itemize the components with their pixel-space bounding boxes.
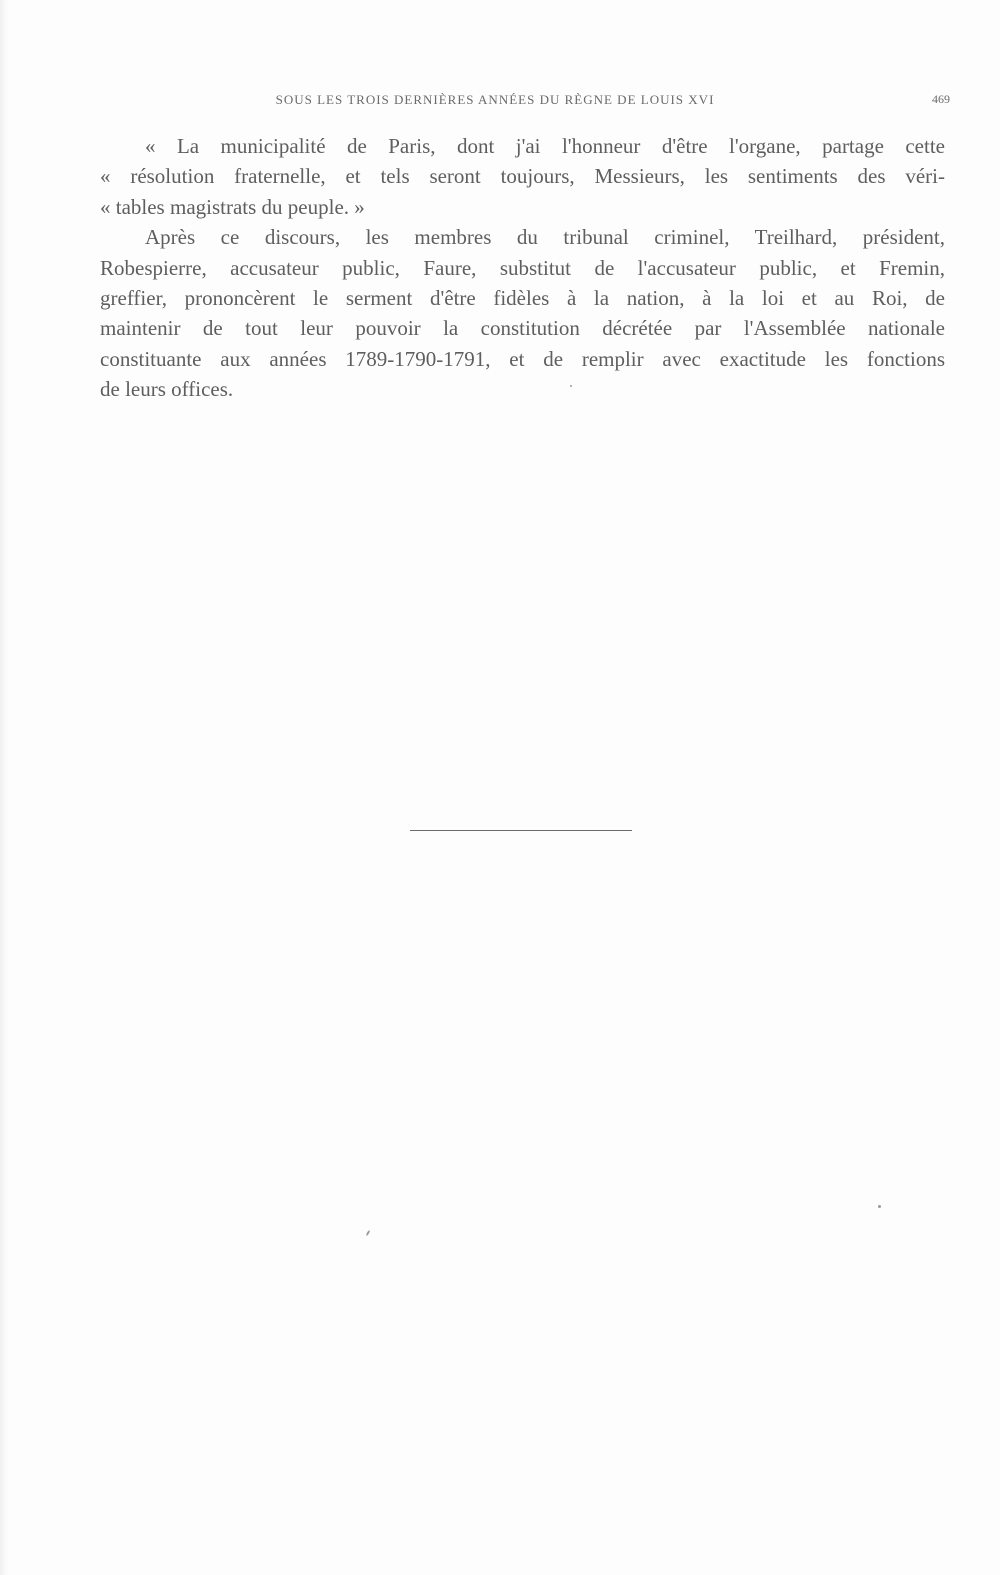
text-line: de leurs offices. <box>100 377 234 402</box>
running-title: SOUS LES TROIS DERNIÈRES ANNÉES DU RÈGNE DE LOUIS XVI <box>275 92 715 107</box>
body-text <box>100 131 945 405</box>
text-line: constituante aux années 1789-1790-1791, et de remplir avec exactitude les fonctions <box>100 346 945 371</box>
text-line: greffier, prononcèrent le serment d'être fidèles à la nation, à la loi et au Roi, de <box>100 285 945 310</box>
paper-speck <box>570 385 572 387</box>
section-end-rule <box>410 830 632 831</box>
text-line: « La municipalité de Paris, dont j'ai l'honneur d'être l'organe, partage cette <box>145 134 945 158</box>
page-edge-shadow <box>0 0 8 1575</box>
paper-speck <box>366 1230 371 1236</box>
paper-speck <box>878 1205 881 1208</box>
text-line: « résolution fraternelle, et tels seront toujours, Messieurs, les sentiments des véri- <box>100 164 945 189</box>
text-line: Après ce discours, les membres du tribunal criminel, Treilhard, président, <box>145 225 945 250</box>
text-line: maintenir de tout leur pouvoir la constitution décrétée par l'Assemblée nationale <box>100 316 945 341</box>
page-number: 469 <box>932 92 950 106</box>
text-line: « tables magistrats du peuple. » <box>100 194 365 219</box>
text-line: Robespierre, accusateur public, Faure, substitut de l'accusateur public, et Fremin, <box>100 255 945 280</box>
running-header <box>100 92 950 112</box>
